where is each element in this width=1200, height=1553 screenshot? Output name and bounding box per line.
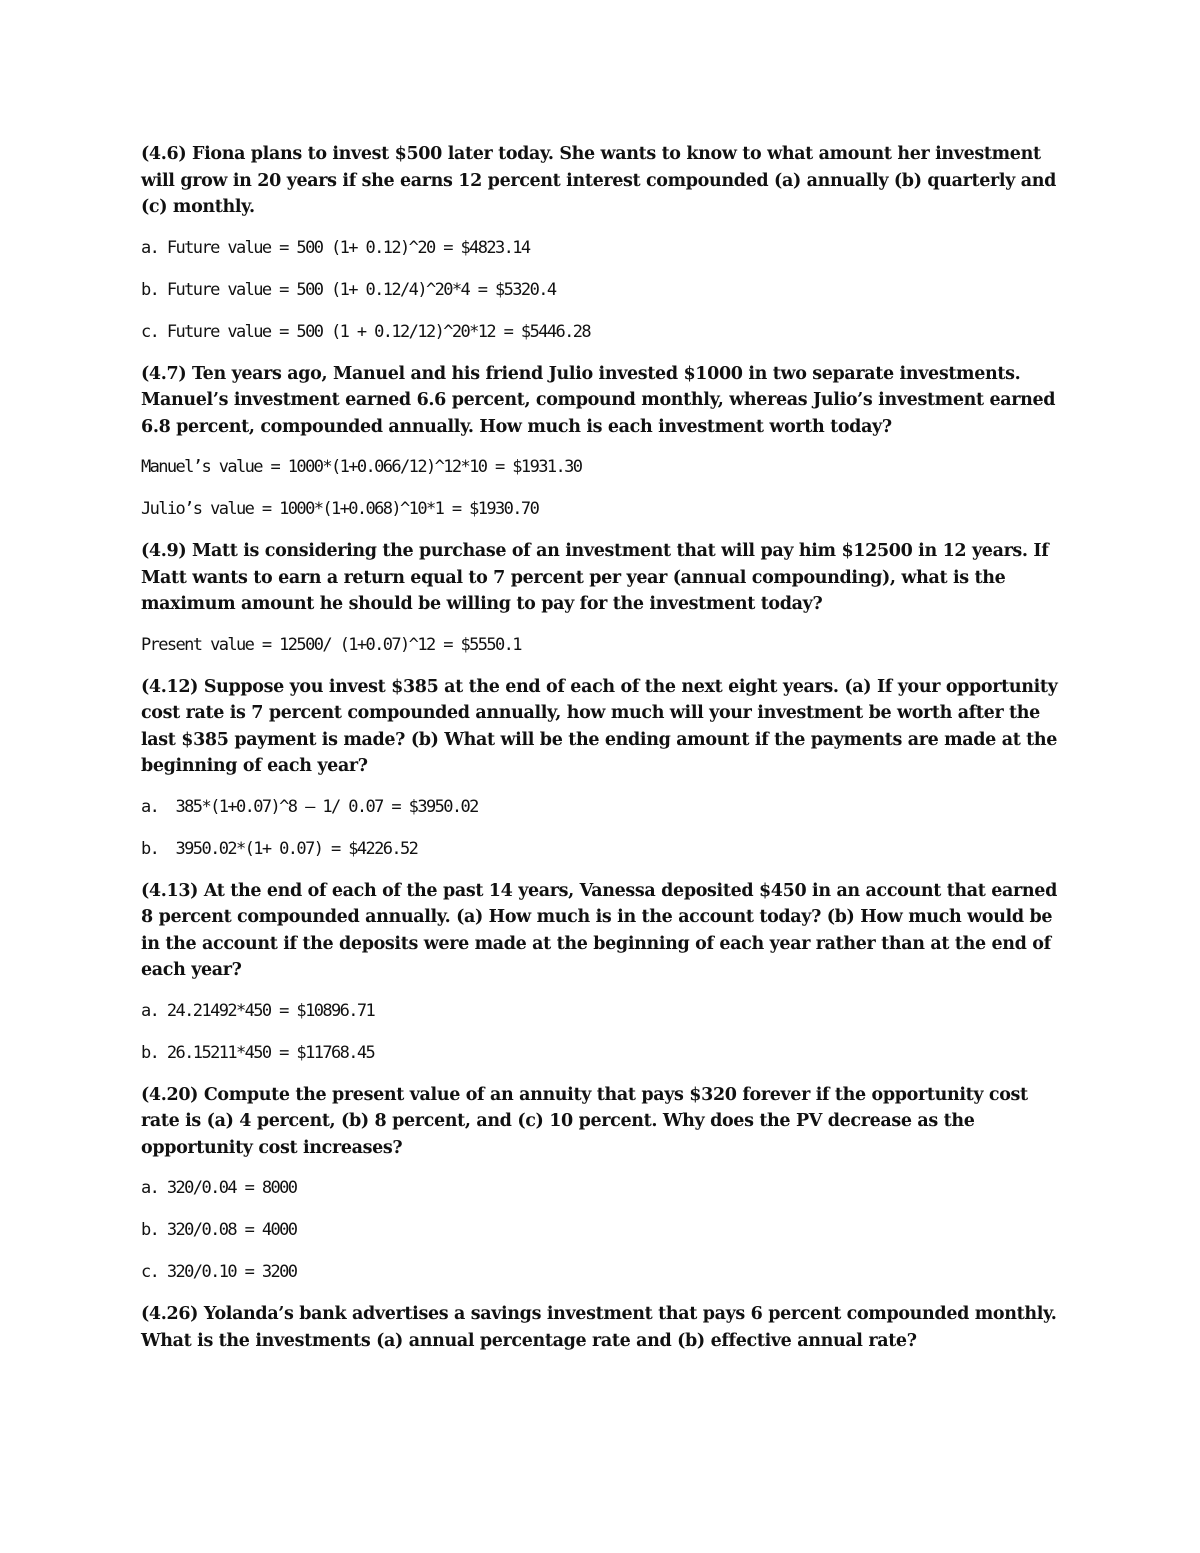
question-text: (4.26) Yolanda’s bank advertises a savings investment that pays 6 percent compounded monthly. What is the investments (a) annual percentage rate and (b) effective annual rate? (141, 1304, 1057, 1351)
problem-4-7 (141, 361, 1061, 523)
question-text: (4.7) Ten years ago, Manuel and his friend Julio invested $1000 in two separate investments. Manuel’s investment earned 6.6 percent, compound monthly, whereas Julio’s investment earned 6.8 percent, compounded annually. How much is each investment worth today? (141, 363, 1056, 437)
problem-4-6 (141, 141, 1061, 345)
answer-line: a. 385*(1+0.07)^8 – 1/ 0.07 = $3950.02 (141, 796, 478, 817)
question-text: (4.13) At the end of each of the past 14 years, Vanessa deposited $450 in an account that earned 8 percent compounded annually. (a) How much is in the account today? (b) How much would be in the account if the deposits were made at the beginning of each year rather than at the end of each year? (141, 880, 1057, 980)
problem-4-13 (141, 878, 1061, 1066)
answer-line: a. 320/0.04 = 8000 (141, 1178, 297, 1198)
question-text: (4.9) Matt is considering the purchase of an investment that will pay him $12500 in 12 years. If Matt wants to earn a return equal to 7 percent per year (annual compounding), what is the maximum amount he should be willing to pay for the investment today? (141, 541, 1049, 614)
answer-line: a. 24.21492*450 = $10896.71 (141, 1000, 375, 1021)
answer-line: Present value = 12500/ (1+0.07)^12 = $5550.1 (141, 634, 521, 655)
answer-line: c. Future value = 500 (1 + 0.12/12)^20*12 = $5446.28 (141, 321, 591, 342)
problem-4-9 (141, 538, 1061, 658)
document-page (141, 141, 1061, 1368)
answer-line: b. Future value = 500 (1+ 0.12/4)^20*4 = $5320.4 (141, 279, 556, 300)
problem-4-26 (141, 1301, 1061, 1354)
problem-4-12 (141, 674, 1061, 862)
question-text: (4.6) Fiona plans to invest $500 later today. She wants to know to what amount her investment will grow in 20 years if she earns 12 percent interest compounded (a) annually (b) quarterly and (c) monthly. (141, 144, 1056, 217)
answer-line: Julio’s value = 1000*(1+0.068)^10*1 = $1930.70 (141, 499, 539, 519)
answer-line: b. 320/0.08 = 4000 (141, 1220, 297, 1240)
answer-line: b. 3950.02*(1+ 0.07) = $4226.52 (141, 838, 418, 859)
question-text: (4.20) Compute the present value of an annuity that pays $320 forever if the opportunity cost rate is (a) 4 percent, (b) 8 percent, and (c) 10 percent. Why does the PV decrease as the opportunity cost increases? (141, 1084, 1028, 1158)
answer-line: c. 320/0.10 = 3200 (141, 1262, 297, 1282)
question-text: (4.12) Suppose you invest $385 at the end of each of the next eight years. (a) If your opportunity cost rate is 7 percent compounded annually, how much will your investment be worth after the last $385 payment is made? (b) What will be the ending amount if the payments are made at the beginning of each year? (141, 676, 1058, 776)
answer-line: a. Future value = 500 (1+ 0.12)^20 = $4823.14 (141, 237, 530, 258)
answer-line: b. 26.15211*450 = $11768.45 (141, 1042, 375, 1063)
problem-4-20 (141, 1082, 1061, 1286)
answer-line: Manuel’s value = 1000*(1+0.066/12)^12*10 = $1931.30 (141, 457, 582, 477)
